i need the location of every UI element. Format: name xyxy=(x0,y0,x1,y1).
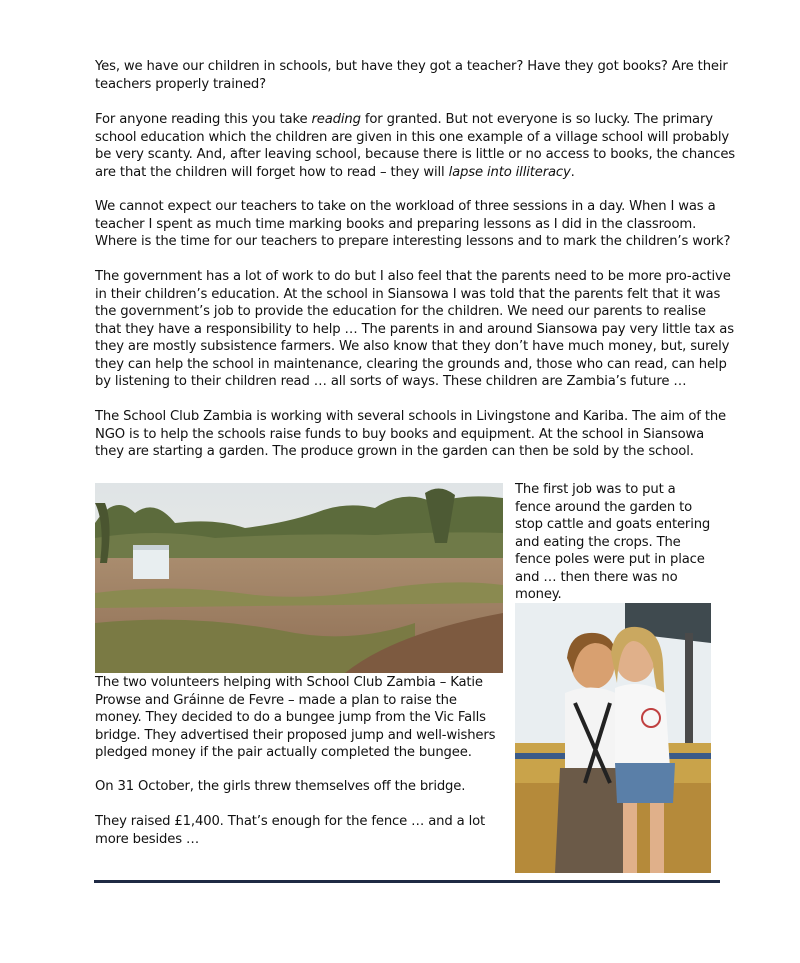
paragraph-reading-part1: For anyone reading this you take xyxy=(95,112,312,127)
paragraph-reading xyxy=(95,111,735,181)
october-paragraph: On 31 October, the girls threw themselves off the bridge. xyxy=(95,779,466,794)
paragraph-teachers: We cannot expect our teachers to take on the workload of three sessions in a day. When I was a teacher I spent as much time marking books and preparing lessons as I did in the classroom. Where is the time for our teachers to prepare interesting lessons and to mark the children’s work? xyxy=(95,199,731,249)
volunteers-photo-image xyxy=(515,603,711,873)
garden-photo-image xyxy=(95,483,503,673)
raised-paragraph: They raised £1,400. That’s enough for the fence … and a lot more besides … xyxy=(95,814,486,847)
paragraph-school-club: The School Club Zambia is working with several schools in Livingstone and Kariba. The aim of the NGO is to help the schools raise funds to buy books and equipment. At the school in Siansowa they are starting a garden. The produce grown in the garden can then be sold by the school. xyxy=(95,409,727,459)
paragraph-reading-italic1: reading xyxy=(311,112,361,127)
volunteers-photo xyxy=(515,603,711,873)
garden-photo xyxy=(95,483,503,673)
footer-rule xyxy=(94,880,720,883)
paragraph-reading-part3: . xyxy=(570,164,575,180)
paragraph-reading-part2: for granted. But not everyone is so lucky. The primary school education which the children are given in this one example of a village school will probably be very scanty. And, after leaving school, because there is little or no access to books, the chances are that the children will forget how to read – they will xyxy=(95,112,736,180)
volunteers-paragraph: The two volunteers helping with School Club Zambia – Katie Prowse and Gráinne de Fevre – made a plan to raise the money. They decided to do a bungee jump from the Vic Falls bridge. They advertised their proposed jump and well-wishers pledged money if the pair actually completed the bungee. xyxy=(95,675,496,760)
fence-paragraph: The first job was to put a fence around the garden to stop cattle and goats entering and eating the crops. The fence poles were put in place and … then there was no money. xyxy=(515,482,711,602)
paragraph-questions: Yes, we have our children in schools, but have they got a teacher? Have they got books? Are their teachers properly trained? xyxy=(95,59,728,92)
paragraph-government: The government has a lot of work to do but I also feel that the parents need to be more pro-active in their children’s education. At the school in Siansowa I was told that the parents felt that it was the government’s job to provide the education for the children. We need our parents to realise that they have a responsibility to help … The parents in and around Siansowa pay very little tax as they are mostly subsistence farmers. We also know that they don’t have much money, but, surely they can help the school in maintenance, clearing the grounds and, those who can read, can help by listening to their children read … all sorts of ways. These children are Zambia’s future … xyxy=(95,269,734,389)
paragraph-reading-italic2: lapse into illiteracy xyxy=(448,164,571,180)
